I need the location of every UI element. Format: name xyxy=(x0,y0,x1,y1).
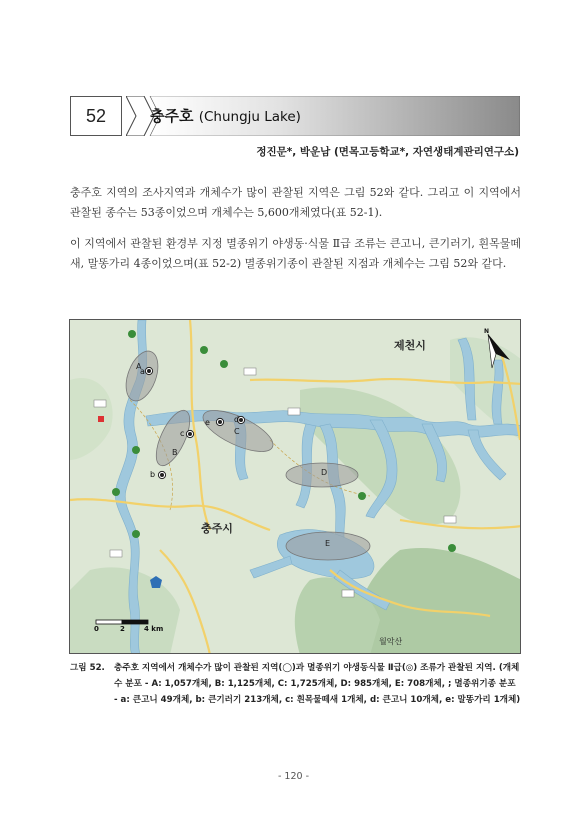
scale-label-4km: 4 km xyxy=(144,625,164,633)
scale-label-2: 2 xyxy=(120,625,125,633)
title-korean: 충주호 xyxy=(150,107,194,125)
city-label-chungju: 충주시 xyxy=(201,522,233,535)
city-label-jecheon: 제천시 xyxy=(394,339,426,352)
caption-label: 그림 52. xyxy=(70,663,105,673)
site-label-d: d xyxy=(234,415,240,424)
site-label-a: a xyxy=(140,367,145,376)
page-number: - 120 - xyxy=(277,771,310,782)
paragraph-1: 충주호 지역의 조사지역과 개체수가 많이 관찰된 지역은 그림 52와 같다. 그리고 이 지역에서 관찰된 종수는 53종이었으며 개체수는 5,600개체였다(표 52-1). xyxy=(70,186,521,219)
zone-label-b: B xyxy=(172,448,178,457)
zone-label-e: E xyxy=(325,539,331,548)
section-header xyxy=(70,96,520,136)
paragraph-2: 이 지역에서 관찰된 환경부 지정 멸종위기 야생동·식물 Ⅱ급 조류는 큰고니, 큰기러기, 흰목물떼새, 말똥가리 4종이었으며(표 52-2) 멸종위기종이 관찰된 지점과 개체수는 그림 52와 같다. xyxy=(70,237,521,270)
north-label: N xyxy=(484,328,490,335)
scale-label-0: 0 xyxy=(94,625,99,633)
zone-a-ellipse xyxy=(120,347,164,405)
site-label-e: e xyxy=(205,418,210,427)
site-label-b: b xyxy=(150,470,156,479)
zone-label-c: C xyxy=(234,427,240,436)
zone-label-a: A xyxy=(136,362,142,371)
section-title xyxy=(150,96,301,136)
map-figure xyxy=(69,319,521,654)
scale-bar xyxy=(96,620,148,624)
caption-text: 충주호 지역에서 개체수가 많이 관찰된 지역(◯)과 멸종위기 야생동식물 Ⅱ급(◎) 조류가 관찰된 지역. (개체수 분포 - A: 1,057개체, B: 1,125개체, C: 1,725개체, D: 985개체, E: 708개체, ; 멸종위기종 분포 - a: 큰고니 49개체, b: 큰기러기 213개체, c: 흰목물떼새 1개체, d: 큰고니 10개체, e: 말똥가리 1개체) xyxy=(114,663,521,705)
site-label-c: c xyxy=(180,429,185,438)
authors-line: 정진문*, 박운남 (면목고등학교*, 자연생태계관리연구소) xyxy=(256,146,519,158)
zone-label-d: D xyxy=(321,468,328,477)
title-english: (Chungju Lake) xyxy=(198,109,301,125)
section-number: 52 xyxy=(70,96,122,136)
mountain-label: 월악산 xyxy=(379,637,403,646)
